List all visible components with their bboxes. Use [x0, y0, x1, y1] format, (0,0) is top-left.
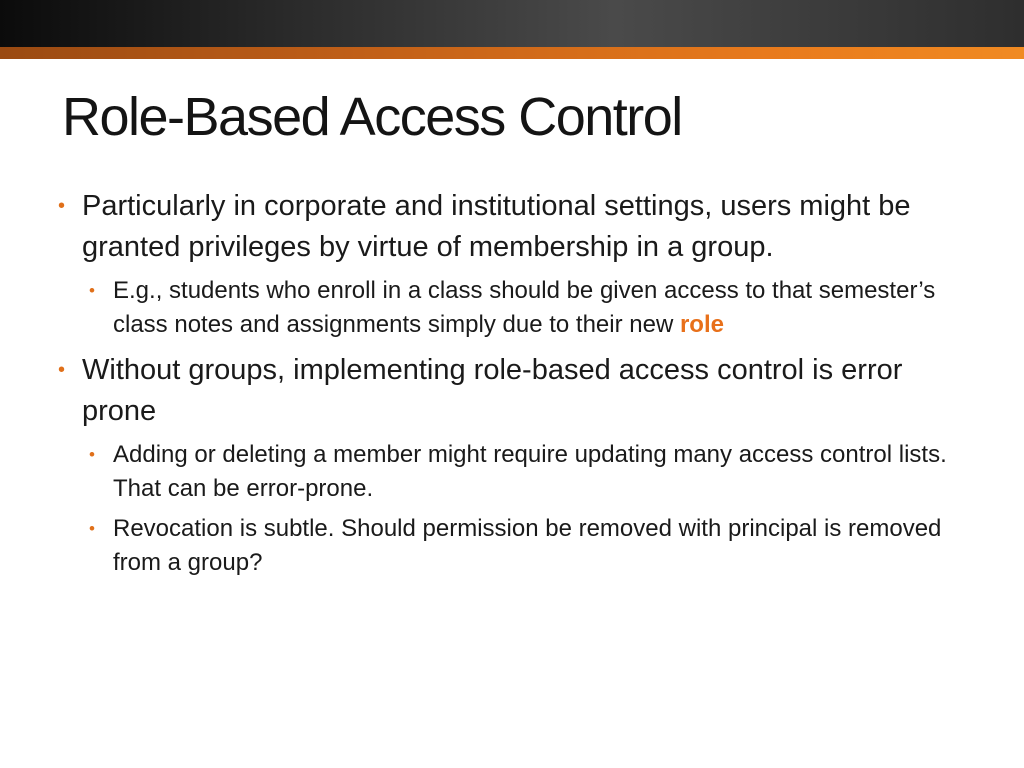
sub-bullet-adding-deleting — [86, 438, 956, 506]
bullet-icon: • — [58, 195, 66, 217]
sub-bullet-text: Adding or deleting a member might require updating many access control lists. That can be error-prone. — [113, 441, 947, 502]
highlight-role-word: role — [679, 311, 724, 338]
sub-bullet-text: Revocation is subtle. Should permission be removed with principal is removed from a group? — [113, 515, 942, 576]
sub-bullet-students-example — [86, 274, 956, 342]
bullet-text: Particularly in corporate and institutional settings, users might be granted privileges by virtue of membership in a group. — [82, 190, 911, 263]
sub-bullet-revocation — [86, 512, 956, 580]
slide-title: Role-Based Access Control — [62, 87, 682, 147]
bullet-icon: • — [89, 519, 95, 538]
bullet-icon: • — [58, 359, 66, 381]
slide-content — [56, 186, 956, 586]
bullet-icon: • — [89, 445, 95, 464]
header-dark-band — [0, 0, 1024, 47]
bullet-icon: • — [89, 281, 95, 300]
header-orange-band — [0, 47, 1024, 59]
bullet-without-groups — [56, 350, 956, 432]
bullet-groups-privileges — [56, 186, 956, 268]
bullet-text: Without groups, implementing role-based access control is error prone — [82, 354, 903, 427]
sub-bullet-text: E.g., students who enroll in a class should be given access to that semester’s class notes and assignments simply due to their new — [113, 277, 936, 338]
